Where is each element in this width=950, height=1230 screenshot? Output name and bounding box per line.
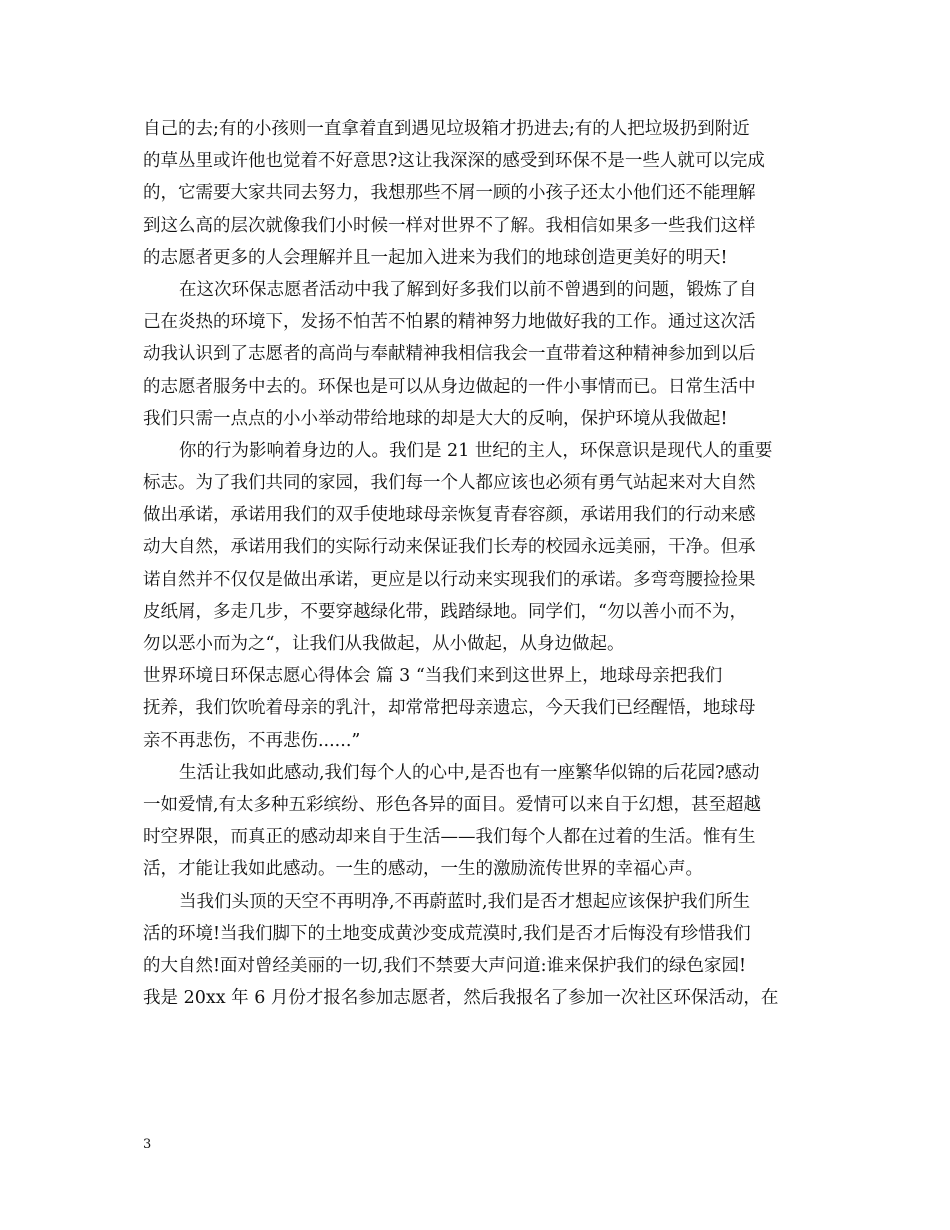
text-line: 你的行为影响着身边的人。我们是 21 世纪的主人，环保意识是现代人的重要 <box>179 440 773 461</box>
text-line: 诺自然并不仅仅是做出承诺，更应是以行动来实现我们的承诺。多弯弯腰捡捡果 <box>143 569 756 590</box>
text-line: 活，才能让我如此感动。一生的感动，一生的激励流传世界的幸福心声。 <box>143 859 703 880</box>
text-line: 在这次环保志愿者活动中我了解到好多我们以前不曾遇到的问题，锻炼了自 <box>179 279 757 300</box>
text-line: 的志愿者更多的人会理解并且一起加入进来为我们的地球创造更美好的明天! <box>143 247 728 268</box>
text-line: 动我认识到了志愿者的高尚与奉献精神我相信我会一直带着这种精神参加到以后 <box>143 344 756 365</box>
text-line: 一如爱情,有太多种五彩缤纷、形色各异的面目。爱情可以来自于幻想，甚至超越 <box>143 794 762 815</box>
text-line: 到这么高的层次就像我们小时候一样对世界不了解。我相信如果多一些我们这样 <box>143 215 756 236</box>
text-line: 标志。为了我们共同的家园，我们每一个人都应该也必须有勇气站起来对大自然 <box>143 473 756 494</box>
document-body <box>143 113 808 1014</box>
page-number: 3 <box>143 1137 152 1152</box>
text-line: 我是 20xx 年 6 月份才报名参加志愿者，然后我报名了参加一次社区环保活动，在 <box>143 988 779 1009</box>
text-line: 动大自然，承诺用我们的实际行动来保证我们长寿的校园永远美丽，干净。但承 <box>143 537 756 558</box>
text-line: 勿以恶小而为之“，让我们从我做起，从小做起，从身边做起。 <box>143 634 625 654</box>
text-line: 的草丛里或许他也觉着不好意思?这让我深深的感受到环保不是一些人就可以完成 <box>143 151 765 172</box>
text-line: 抚养，我们饮吮着母亲的乳汁，却常常把母亲遗忘，今天我们已经醒悟，地球母 <box>143 698 756 719</box>
text-line: 活的环境!当我们脚下的土地变成黄沙变成荒漠时,我们是否才后悔没有珍惜我们 <box>143 923 751 944</box>
text-line: 世界环境日环保志愿心得体会 篇 3 “当我们来到这世界上，地球母亲把我们 <box>143 666 723 687</box>
text-line: 生活让我如此感动,我们每个人的心中,是否也有一座繁华似锦的后花园?感动 <box>179 762 760 783</box>
text-line: 的大自然!面对曾经美丽的一切,我们不禁要大声问道:谁来保护我们的绿色家园! <box>143 955 747 976</box>
text-line: 皮纸屑，多走几步，不要穿越绿化带，践踏绿地。同学们，“勿以善小而不为， <box>143 601 747 622</box>
text-line: 时空界限，而真正的感动却来自于生活——我们每个人都在过着的生活。惟有生 <box>143 827 756 848</box>
text-line: 己在炎热的环境下，发扬不怕苦不怕累的精神努力地做好我的工作。通过这次活 <box>143 312 756 333</box>
text-line: 做出承诺，承诺用我们的双手使地球母亲恢复青春容颜，承诺用我们的行动来感 <box>143 505 756 526</box>
text-line: 亲不再悲伤，不再悲伤......” <box>143 730 361 751</box>
text-line: 我们只需一点点的小小举动带给地球的却是大大的反响，保护环境从我做起! <box>143 408 728 429</box>
text-line: 当我们头顶的天空不再明净,不再蔚蓝时,我们是否才想起应该保护我们所生 <box>179 891 751 912</box>
text-line: 的，它需要大家共同去努力，我想那些不屑一顾的小孩子还太小他们还不能理解 <box>143 183 756 204</box>
text-line: 的志愿者服务中去的。环保也是可以从身边做起的一件小事情而已。日常生活中 <box>143 376 756 397</box>
text-line: 自己的去;有的小孩则一直拿着直到遇见垃圾箱才扔进去;有的人把垃圾扔到附近 <box>143 119 750 139</box>
